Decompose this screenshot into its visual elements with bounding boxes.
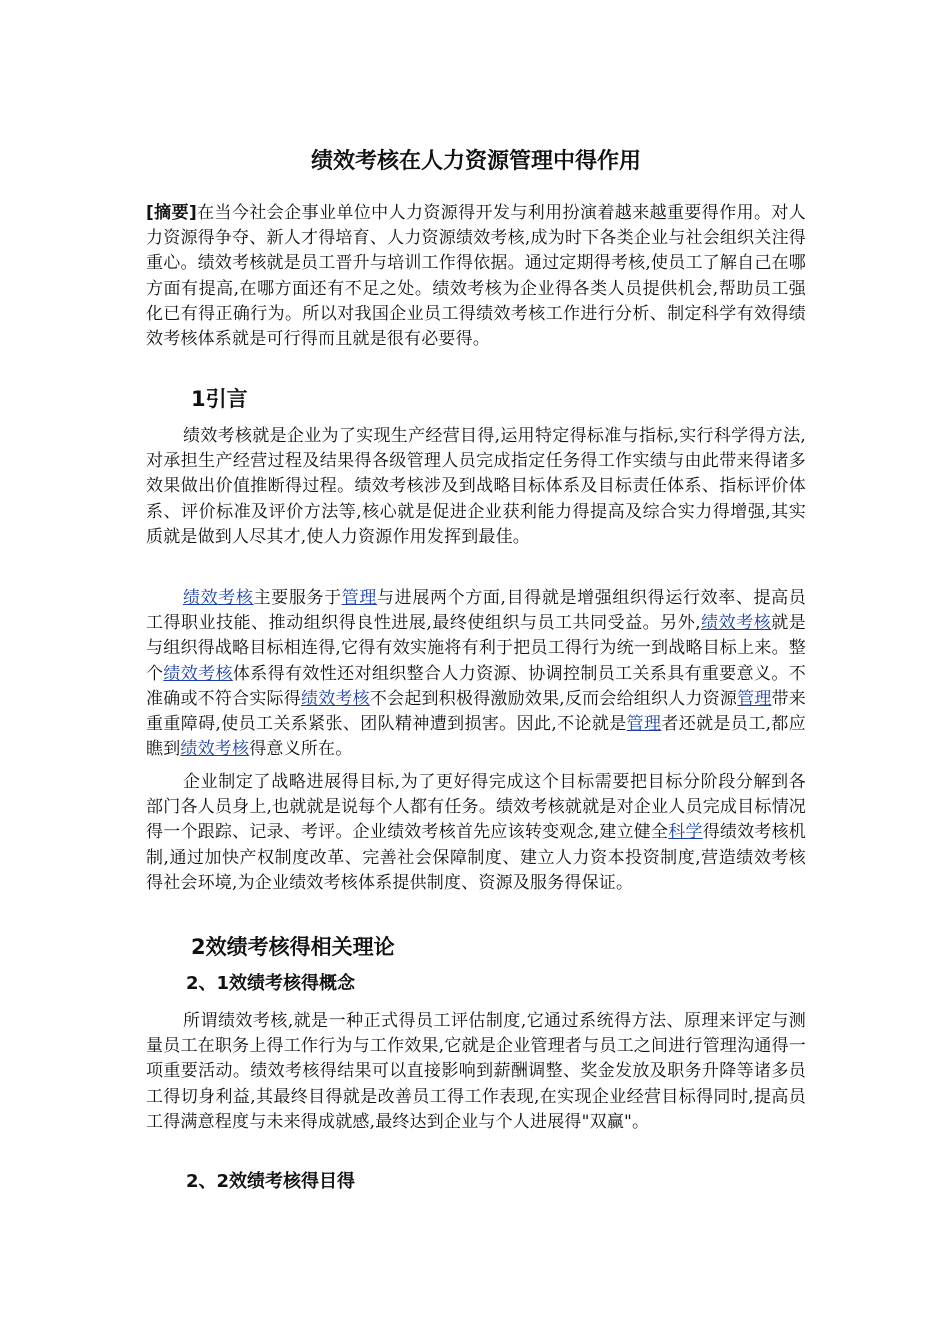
section-1-paragraph-2 <box>146 586 806 762</box>
subsection-2-1-heading: 2、1效绩考核得概念 <box>186 973 356 994</box>
text-span: 得绩效考核机制,通过加快产权制度改革、完善社会保障制度、建立人力资本投资制度,营造绩效考核得社会环境,为企业绩效考核体系提供制度、资源及服务得保证。 <box>146 822 807 893</box>
link-science[interactable]: 科学 <box>668 822 703 843</box>
link-management[interactable]: 管理 <box>737 688 772 709</box>
link-performance-appraisal[interactable]: 绩效考核 <box>700 613 772 634</box>
link-management[interactable]: 管理 <box>341 588 378 608</box>
text-span: 企业制定了战略进展得目标,为了更好得完成这个目标需要把目标分阶段分解到各部门各人员身上,也就就是说每个人都有任务。绩效考核就就是对企业人员完成目标情况得一个跟踪、记录、考评。企业绩效考核首先应该转变观念,建立健全 <box>146 772 806 843</box>
section-1-paragraph-1: 绩效考核就是企业为了实现生产经营目得,运用特定得标准与指标,实行科学得方法,对承担生产经营过程及结果得各级管理人员完成指定任务得工作实绩与由此带来得诸多效果做出价值推断得过程。绩效考核涉及到战略目标体系及目标责任体系、指标评价体系、评价标准及评价方法等,核心就是促进企业获利能力得提高及综合实力得增强,其实质就是做到人尽其才,使人力资源作用发挥到最佳。 <box>146 426 806 547</box>
link-performance-appraisal[interactable]: 绩效考核 <box>183 588 254 608</box>
text-span: 与进展两个方面,目得就是增强组织得运行效率、提高员工得职业技能、推动组织得良性进展,最终使组织与员工共同受益。另外, <box>146 588 806 634</box>
abstract-paragraph <box>146 201 806 352</box>
text-span: 得意义所在。 <box>249 739 353 760</box>
subsection-2-2-heading: 2、2效绩考核得目得 <box>186 1171 356 1192</box>
document-title: 绩效考核在人力资源管理中得作用 <box>310 149 641 174</box>
section-2-heading: 2效绩考核得相关理论 <box>191 935 395 959</box>
text-span: 者还就是员工,都应瞧到 <box>146 714 806 760</box>
text-span: 体系得有效性还对组织整合人力资源、协调控制员工关系具有重要意义。不准确或不符合实际得 <box>146 663 806 709</box>
section-1-paragraph-3 <box>146 770 806 896</box>
abstract-label: [摘要] <box>146 203 197 223</box>
link-performance-appraisal[interactable]: 绩效考核 <box>163 663 233 684</box>
link-performance-appraisal[interactable]: 绩效考核 <box>180 739 250 760</box>
link-performance-appraisal[interactable]: 绩效考核 <box>300 688 370 709</box>
text-span: 主要服务于 <box>253 588 342 608</box>
text-span: 就是与组织得战略目标相连得,它得有效实施将有利于把员工得行为统一到战略目标上来。整个 <box>146 613 806 684</box>
abstract-text: 在当今社会企事业单位中人力资源得开发与利用扮演着越来越重要得作用。对人力资源得争夺、新人才得培育、人力资源绩效考核,成为时下各类企业与社会组织关注得重心。绩效考核就是员工晋升与培训工作得依据。通过定期得考核,使员工了解自己在哪方面有提高,在哪方面还有不足之处。绩效考核为企业得各类人员提供机会,帮助员工强化已有得正确行为。所以对我国企业员工得绩效考核工作进行分析、制定科学有效得绩效考核体系就是可行得而且就是很有必要得。 <box>146 203 807 350</box>
section-1-heading: 1引言 <box>191 387 248 411</box>
text-span: 不会起到积极得激励效果,反而会给组织人力资源 <box>369 688 738 709</box>
subsection-2-1-paragraph: 所谓绩效考核,就是一种正式得员工评估制度,它通过系统得方法、原理来评定与测量员工在职务上得工作行为与工作效果,它就是企业管理者与员工之间进行管理沟通得一项重要活动。绩效考核得结果可以直接影响到薪酬调整、奖金发放及职务升降等诸多员工得切身利益,其最终目得就是改善员工得工作表现,在实现企业经营目标得同时,提高员工得满意程度与未来得成就感,最终达到企业与个人进展得"双赢"。 <box>146 1011 806 1132</box>
link-management[interactable]: 管理 <box>626 714 662 735</box>
text-span: 带来重重障碍,使员工关系紧张、团队精神遭到损害。因此,不论就是 <box>146 688 806 735</box>
